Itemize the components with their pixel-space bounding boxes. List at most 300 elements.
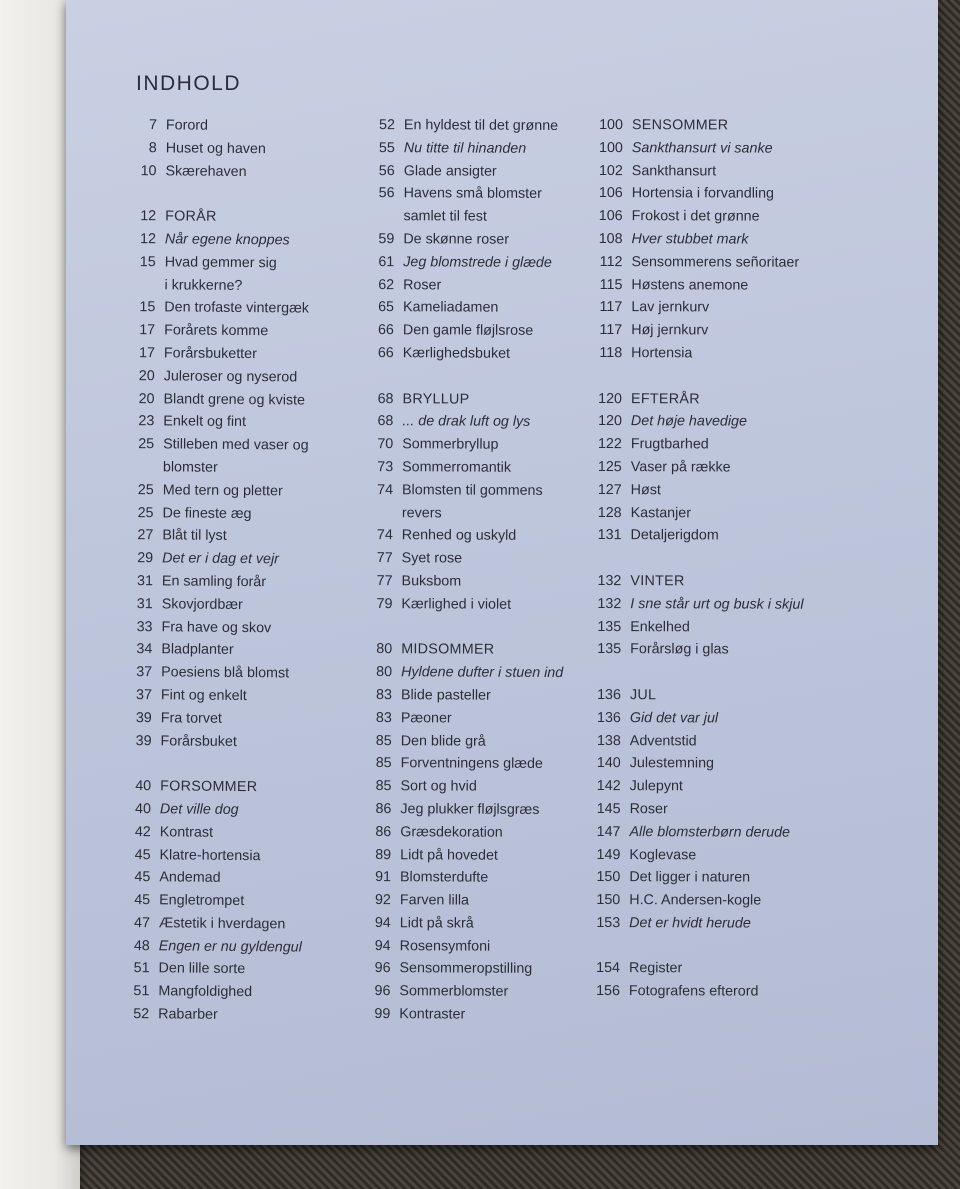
toc-entry xyxy=(123,664,343,689)
page-number: 31 xyxy=(136,595,153,612)
entry-title: Blide pasteller xyxy=(400,687,491,704)
toc-entry xyxy=(363,755,583,779)
entry-title: FORSOMMER xyxy=(160,778,258,796)
toc-section-heading xyxy=(592,687,832,711)
entry-title: Jeg plukker fløjlsgræs xyxy=(400,801,540,818)
entry-title: Alle blomsterbørn derude xyxy=(629,823,791,841)
toc-entry xyxy=(366,185,586,209)
entry-title: Forårets komme xyxy=(164,322,269,340)
entry-title: Vaser på række xyxy=(630,459,731,476)
toc-entry xyxy=(361,1006,581,1030)
entry-title: Det er i dag et vejr xyxy=(162,550,280,568)
page-number: 91 xyxy=(375,869,392,886)
toc-entry xyxy=(593,277,833,301)
toc-entry xyxy=(123,641,343,666)
entry-title: Sensommerens señoritaer xyxy=(631,253,800,271)
page-number: 51 xyxy=(133,960,150,977)
entry-title: Forventningens glæde xyxy=(400,755,543,773)
toc-entry xyxy=(121,846,341,871)
toc-entry xyxy=(365,322,585,346)
toc-entry xyxy=(594,140,834,164)
toc-entry xyxy=(594,231,834,255)
page-number: 115 xyxy=(599,276,623,293)
entry-title: En samling forår xyxy=(161,573,267,591)
page-number: 27 xyxy=(137,527,154,544)
entry-title: Æstetik i hverdagen xyxy=(158,915,286,933)
page-number: 150 xyxy=(596,892,621,909)
page-number: 112 xyxy=(599,253,623,270)
page-number: 85 xyxy=(375,755,392,772)
toc-entry xyxy=(365,231,585,255)
page-number: 12 xyxy=(139,231,157,248)
page-number: 79 xyxy=(376,595,393,612)
page-number: 80 xyxy=(376,641,393,658)
entry-title: De fineste æg xyxy=(162,504,252,522)
page-number: 20 xyxy=(138,367,155,385)
entry-title: Pæoner xyxy=(400,709,452,727)
entry-title: Kontrast xyxy=(159,824,214,841)
entry-title-continuation: i krukkerne? xyxy=(164,276,243,294)
entry-title: Renhed og uskyld xyxy=(401,527,517,545)
entry-title: Hortensia xyxy=(631,345,693,362)
page-number: 117 xyxy=(599,299,623,316)
entry-title: MIDSOMMER xyxy=(401,641,495,659)
entry-title: Fra have og skov xyxy=(161,618,272,636)
toc-entry xyxy=(593,413,833,437)
page-number: 29 xyxy=(137,550,154,567)
entry-title: Hortensia i forvandling xyxy=(631,185,775,203)
entry-title: Sensommeropstilling xyxy=(399,960,533,978)
toc-entry xyxy=(362,915,582,939)
entry-title: Register xyxy=(628,960,683,977)
page-number: 120 xyxy=(598,390,623,407)
entry-title: Nu titte til hinanden xyxy=(403,139,527,157)
toc-entry xyxy=(364,413,584,437)
page-number: 85 xyxy=(375,732,392,749)
entry-title: De skønne roser xyxy=(403,231,510,248)
page-number: 156 xyxy=(596,983,620,1000)
toc-column-2 xyxy=(361,117,586,1030)
page-number: 83 xyxy=(375,709,392,726)
page-number: 68 xyxy=(377,390,394,407)
toc-entry xyxy=(128,140,348,165)
toc-entry xyxy=(592,801,832,825)
toc-entry xyxy=(366,163,586,187)
toc-entry xyxy=(362,846,582,870)
entry-title: Lav jernkurv xyxy=(631,299,710,316)
entry-title: Farven lilla xyxy=(399,892,470,909)
page-number: 131 xyxy=(597,527,622,544)
entry-title: Jeg blomstrede i glæde xyxy=(403,253,552,271)
entry-title: Stilleben med vaser og xyxy=(163,436,309,454)
page-number: 100 xyxy=(599,117,623,134)
toc-entry xyxy=(593,254,833,278)
page-number: 154 xyxy=(596,960,621,977)
toc-entry xyxy=(592,778,832,802)
page-number: 33 xyxy=(136,618,153,635)
toc-entry xyxy=(124,505,344,530)
page-number: 45 xyxy=(134,846,151,863)
page-number: 51 xyxy=(133,983,150,1000)
page-number: 62 xyxy=(378,276,395,293)
toc-entry xyxy=(363,596,583,620)
toc-entry xyxy=(125,436,345,461)
toc-entry xyxy=(122,801,342,826)
entry-title: Sommerblomster xyxy=(399,983,509,1001)
toc-entry xyxy=(591,915,831,939)
toc-entry xyxy=(591,892,831,916)
page-number: 150 xyxy=(596,869,621,886)
page-number: 47 xyxy=(133,914,151,932)
entry-title: Koglevase xyxy=(629,846,697,863)
toc-entry xyxy=(362,801,582,825)
toc-entry xyxy=(126,322,346,347)
toc-entry xyxy=(126,299,346,324)
toc-entry xyxy=(365,254,585,278)
entry-title: Adventstid xyxy=(629,732,697,749)
page-number: 85 xyxy=(375,778,392,795)
page-number: 45 xyxy=(134,892,151,909)
toc-entry xyxy=(592,755,832,779)
page-number: 37 xyxy=(136,664,153,681)
toc-entry xyxy=(591,983,831,1007)
toc-entry xyxy=(592,619,832,643)
page-number: 147 xyxy=(596,823,621,840)
entry-title: JUL xyxy=(629,687,657,704)
page-number: 132 xyxy=(597,572,622,590)
page-number: 10 xyxy=(140,162,157,179)
entry-title: Glade ansigter xyxy=(403,162,497,180)
page-number: 39 xyxy=(135,709,152,726)
page-number: 118 xyxy=(599,344,623,362)
page-number: 135 xyxy=(597,641,622,658)
page-number: 100 xyxy=(599,139,623,156)
entry-title: Andemad xyxy=(159,869,221,887)
entry-title: VINTER xyxy=(630,573,685,590)
page-number: 96 xyxy=(374,960,391,977)
toc-section-heading xyxy=(127,208,347,233)
toc-entry xyxy=(592,733,832,757)
entry-title: Den gamle fløjlsrose xyxy=(402,322,534,340)
entry-title: Poesiens blå blomst xyxy=(161,664,290,682)
page-number: 142 xyxy=(596,778,621,795)
page-number: 55 xyxy=(378,139,395,156)
toc-entry xyxy=(124,596,344,621)
page-number: 94 xyxy=(374,937,391,954)
entry-title: Fint og enkelt xyxy=(160,687,247,704)
page-number: 102 xyxy=(598,162,623,179)
page-number: 94 xyxy=(374,914,391,932)
entry-title: Den trofaste vintergæk xyxy=(164,299,310,317)
page-number: 68 xyxy=(377,413,394,430)
toc-entry xyxy=(591,960,831,984)
toc-entry xyxy=(364,550,584,574)
toc-entry xyxy=(124,550,344,575)
toc-entry xyxy=(128,117,348,142)
toc-column-1 xyxy=(120,117,348,1031)
toc-entry xyxy=(123,619,343,644)
toc-entry xyxy=(122,824,342,849)
entry-title: Frokost i det grønne xyxy=(631,208,760,225)
entry-title: SENSOMMER xyxy=(631,117,729,134)
page-number: 73 xyxy=(377,459,394,476)
toc-entry xyxy=(364,459,584,483)
entry-title: Julepynt xyxy=(629,778,683,795)
toc-section-heading xyxy=(364,391,584,415)
page-number: 15 xyxy=(139,253,156,271)
toc-section-heading xyxy=(592,573,832,597)
toc-entry xyxy=(593,345,833,369)
page-number: 117 xyxy=(599,322,623,339)
entry-title: Buksbom xyxy=(401,573,462,590)
toc-entry xyxy=(593,299,833,323)
toc-entry xyxy=(593,459,833,483)
entry-title: Skærehaven xyxy=(165,162,247,180)
entry-title: Roser xyxy=(629,801,668,818)
entry-title: En hyldest til det grønne xyxy=(403,117,559,135)
toc-entry xyxy=(362,892,582,916)
toc-entry xyxy=(362,778,582,802)
entry-title: Kærlighed i violet xyxy=(401,595,512,613)
toc-entry xyxy=(593,482,833,506)
entry-title: Det ville dog xyxy=(159,801,239,818)
page-number: 66 xyxy=(377,345,394,362)
entry-title: Når egene knoppes xyxy=(164,231,290,249)
page-number: 128 xyxy=(597,504,622,521)
toc-section-heading xyxy=(363,641,583,665)
entry-title: Blåt til lyst xyxy=(162,527,227,545)
page-number: 77 xyxy=(376,572,393,590)
toc-section-heading xyxy=(122,778,342,803)
toc-entry xyxy=(592,710,832,734)
page-number: 23 xyxy=(138,413,155,430)
toc-entry xyxy=(124,527,344,552)
page-number: 56 xyxy=(378,185,395,202)
entry-title-continuation: samlet til fest xyxy=(403,208,487,225)
page-number: 37 xyxy=(135,687,153,704)
page-number: 99 xyxy=(374,1006,391,1023)
toc-entry xyxy=(362,938,582,962)
page-number: 45 xyxy=(134,869,151,886)
page-number: 66 xyxy=(377,322,394,339)
entry-title: Høstens anemone xyxy=(631,276,749,294)
entry-title: Sommerromantik xyxy=(402,459,512,476)
page-number: 61 xyxy=(378,253,395,270)
toc-entry xyxy=(593,436,833,460)
toc-entry xyxy=(127,231,347,256)
entry-title: Havens små blomster xyxy=(403,185,542,203)
entry-title: Hver stubbet mark xyxy=(631,231,749,248)
toc-entry xyxy=(127,254,347,279)
toc-column-3 xyxy=(591,117,834,1007)
toc-entry xyxy=(127,163,347,188)
entry-title: H.C. Andersen-kogle xyxy=(629,892,762,909)
entry-title: Kastanjer xyxy=(630,504,692,521)
page-number: 48 xyxy=(133,937,150,954)
entry-title: Kontraster xyxy=(399,1006,466,1023)
entry-title: Rabarber xyxy=(158,1006,218,1023)
toc-entry xyxy=(120,960,340,985)
page-number: 15 xyxy=(139,299,156,316)
entry-title: EFTERÅR xyxy=(630,390,700,407)
page-number: 42 xyxy=(134,823,151,840)
toc-entry xyxy=(123,687,343,712)
page-number: 138 xyxy=(596,732,621,749)
page-number: 34 xyxy=(136,641,153,658)
page-number: 8 xyxy=(148,139,157,157)
entry-title: Rosensymfoni xyxy=(399,937,491,955)
entry-title: Huset og haven xyxy=(165,140,266,158)
entry-title: Mangfoldighed xyxy=(158,983,253,1001)
page-number: 25 xyxy=(137,504,154,521)
page-number: 40 xyxy=(135,778,152,795)
toc-entry xyxy=(126,345,346,370)
page-title: INDHOLD xyxy=(136,72,242,95)
page-number: 52 xyxy=(379,117,395,134)
entry-title: Enkelt og fint xyxy=(163,413,247,431)
page-number: 40 xyxy=(134,800,152,818)
page-number: 108 xyxy=(598,231,623,248)
toc-entry xyxy=(362,824,582,848)
entry-title: I sne står urt og busk i skjul xyxy=(630,595,804,613)
page-number: 39 xyxy=(135,732,152,749)
entry-title: Roser xyxy=(403,276,442,293)
toc-entry xyxy=(121,869,341,894)
entry-title: Hyldene dufter i stuen ind xyxy=(401,664,564,682)
page-number: 106 xyxy=(598,185,623,202)
page-number: 25 xyxy=(137,481,154,498)
toc-entry xyxy=(594,163,834,187)
page-number: 17 xyxy=(139,322,156,339)
toc-entry xyxy=(365,345,585,369)
entry-title: Julestemning xyxy=(629,755,715,772)
entry-title: Det høje havedige xyxy=(630,413,748,430)
entry-title: Juleroser og nyserod xyxy=(163,368,298,386)
entry-title: Forårsbuketter xyxy=(163,345,257,363)
page-number: 86 xyxy=(375,800,392,818)
entry-title: Frugtbarhed xyxy=(630,436,709,453)
toc-entry xyxy=(591,846,831,870)
entry-title: Græsdekoration xyxy=(400,823,503,841)
page-number: 89 xyxy=(375,846,392,863)
toc-entry xyxy=(361,983,581,1007)
page-number: 135 xyxy=(597,618,622,635)
toc-entry xyxy=(593,505,833,529)
toc-entry xyxy=(592,596,832,620)
toc-section-heading xyxy=(594,117,834,141)
page-number: 145 xyxy=(596,800,621,818)
entry-title: Den lille sorte xyxy=(158,960,246,978)
page-number: 25 xyxy=(138,436,155,453)
toc-entry xyxy=(123,710,343,735)
toc-entry xyxy=(366,117,586,141)
toc-entry xyxy=(591,824,831,848)
entry-title: Lidt på skrå xyxy=(399,915,474,932)
toc-entry xyxy=(366,140,586,164)
page-number: 92 xyxy=(374,892,391,909)
toc-entry xyxy=(120,983,340,1008)
entry-title: Blandt grene og kviste xyxy=(163,390,306,409)
entry-title: Engen er nu gyldengul xyxy=(158,937,302,956)
entry-title: Bladplanter xyxy=(161,641,234,659)
toc-entry xyxy=(363,573,583,597)
page-number: 96 xyxy=(374,983,391,1000)
entry-title: Kameliadamen xyxy=(402,299,499,317)
entry-title: Engletrompet xyxy=(159,892,245,910)
page-number: 77 xyxy=(376,550,393,567)
entry-title: Sommerbryllup xyxy=(402,436,499,453)
page-number: 56 xyxy=(378,162,395,179)
page-number: 83 xyxy=(376,686,393,704)
toc-entry xyxy=(365,299,585,323)
entry-title: ... de drak luft og lys xyxy=(402,413,531,431)
toc-entry xyxy=(121,938,341,963)
page-number: 122 xyxy=(597,436,622,453)
page-number: 149 xyxy=(596,846,621,863)
toc-entry xyxy=(120,1006,340,1031)
entry-title: Sankthansurt xyxy=(631,162,717,180)
entry-title: Det ligger i naturen xyxy=(629,869,751,886)
toc-entry xyxy=(124,573,344,598)
page-number: 120 xyxy=(598,413,622,430)
page-number: 80 xyxy=(376,664,393,681)
toc-entry xyxy=(364,482,584,506)
entry-title-continuation: revers xyxy=(401,504,442,521)
toc-entry xyxy=(125,482,345,507)
toc-entry xyxy=(591,869,831,893)
entry-title: Med tern og pletter xyxy=(162,482,283,500)
page-number: 136 xyxy=(597,709,621,726)
page-number: 12 xyxy=(140,208,157,225)
entry-title: Detaljerigdom xyxy=(630,527,719,544)
page-number: 65 xyxy=(378,299,395,316)
page-number: 31 xyxy=(136,573,154,590)
entry-title: Gid det var jul xyxy=(629,709,719,727)
toc-entry xyxy=(363,664,583,688)
toc-entry xyxy=(122,732,342,757)
entry-title: Det er hvidt herude xyxy=(629,915,751,932)
toc-entry xyxy=(121,915,341,940)
entry-title: Hvad gemmer sig xyxy=(164,254,277,272)
page-number: 86 xyxy=(375,823,392,840)
toc-entry xyxy=(364,436,584,460)
toc-entry xyxy=(125,413,345,438)
toc-entry xyxy=(365,277,585,301)
toc-entry xyxy=(593,322,833,346)
entry-title: Blomsten til gommens xyxy=(402,481,543,499)
toc-entry xyxy=(594,208,834,232)
toc-entry xyxy=(592,527,832,551)
page-number: 70 xyxy=(377,436,394,453)
toc-entry xyxy=(363,687,583,711)
entry-title: BRYLLUP xyxy=(402,390,470,408)
page-number: 20 xyxy=(138,390,155,407)
entry-title: Kærlighedsbuket xyxy=(402,345,511,362)
toc-entry xyxy=(363,710,583,734)
entry-title: Sankthansurt vi sanke xyxy=(631,139,773,157)
page-number: 17 xyxy=(138,345,156,362)
toc-entry xyxy=(121,892,341,917)
toc-entry xyxy=(126,368,346,393)
entry-title: Høj jernkurv xyxy=(631,322,709,339)
entry-title: Syet rose xyxy=(401,550,463,567)
entry-title-continuation: blomster xyxy=(162,459,218,476)
entry-title: Enkelhed xyxy=(630,618,690,635)
page-number: 136 xyxy=(597,686,622,704)
toc-entry xyxy=(364,527,584,551)
entry-title: Blomsterdufte xyxy=(399,869,489,886)
toc-entry xyxy=(363,733,583,757)
